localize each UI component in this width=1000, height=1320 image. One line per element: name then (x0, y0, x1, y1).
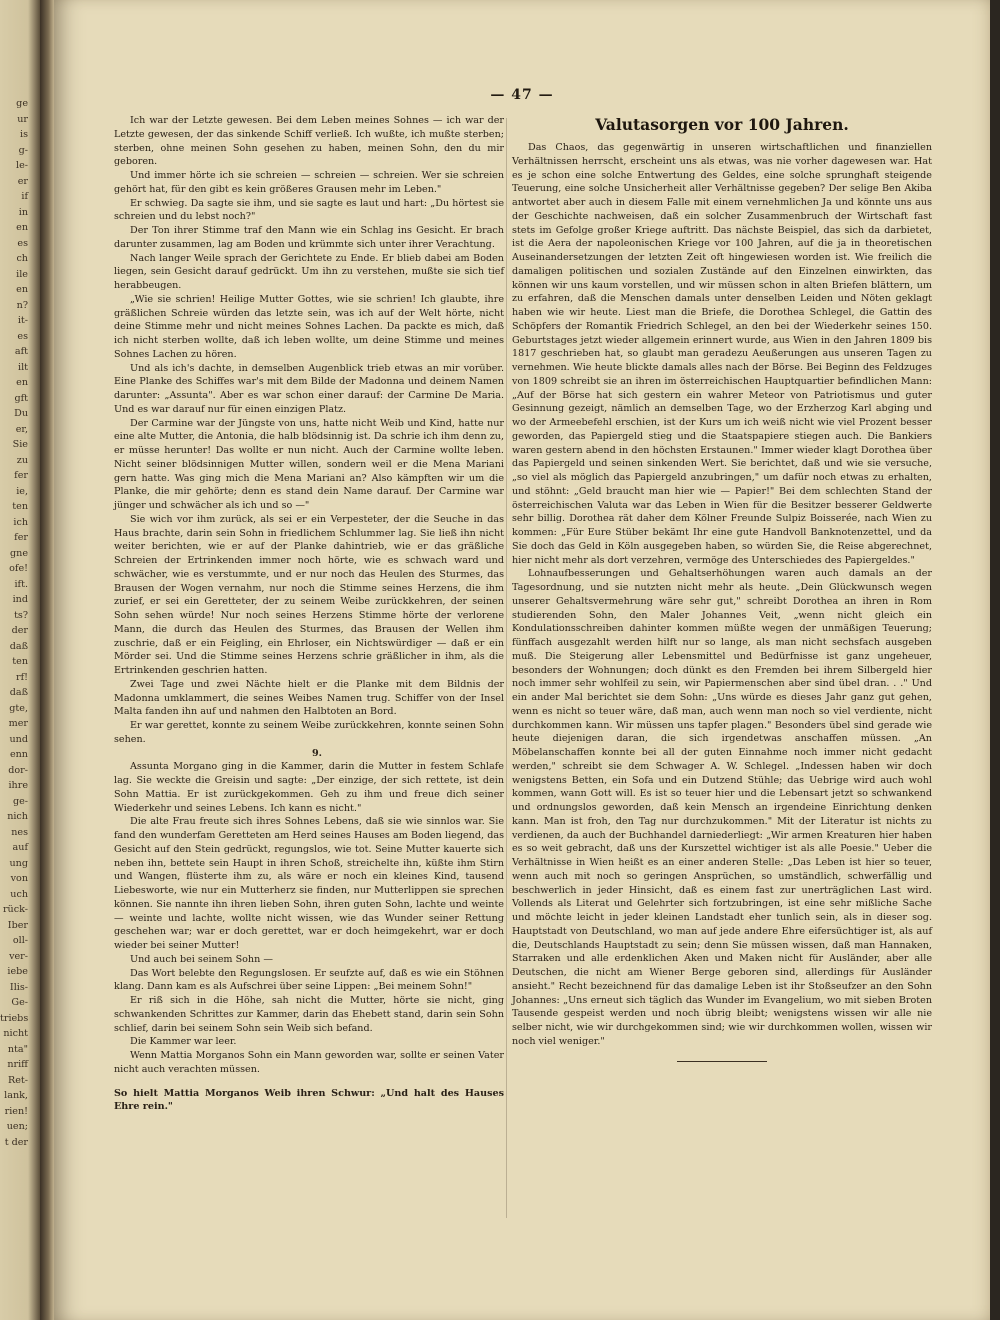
paragraph: „Wie sie schrien! Heilige Mutter Gottes, wie sie schrien! Ich glaubte, ihre gräßlichen Schreie würden das letzte sein, was ich auf der Welt hörte, nicht deine Stimme mehr und nicht meines Sohnes Lachen. Da packte es mich, daß ich nicht sterben wollte, daß ich leben wollte, um deine Stimme und meines Sohnes Lachen zu hören. (114, 293, 504, 360)
margin-fragment: ch (16, 253, 28, 264)
margin-fragment: der (11, 625, 28, 636)
paragraph: Die alte Frau freute sich ihres Sohnes Lebens, daß sie wie sinnlos war. Sie fand den wunderfam Geretteten am Herd seines Hauses am Boden liegend, das Gesicht auf den Stein gedrückt, regungslos, wie tot. Seine Mutter kauerte sich neben ihn, bettete sein Haupt in ihren Schoß, streichelte ihn, küßte ihm Stirn und Wangen, flüsterte ihm zu, als wäre er noch ein kleines Kind, tausend Liebesworte, wie nur ein Mutterherz sie finden, nur Mutterlippen sie sprechen können. Sie nannte ihn ihren lieben Sohn, ihren guten Sohn, lachte und weinte — weinte und lachte, wollte nicht wissen, wie das Wunder seiner Rettung geschehen war; war er doch gerettet, war er doch heimgekehrt, war er doch wieder bei seiner Mutter! (114, 816, 504, 951)
margin-fragment: ung (9, 857, 28, 869)
margin-fragment: nich (7, 811, 28, 822)
page-number: — 47 — (490, 87, 554, 103)
margin-fragment: er (17, 175, 28, 187)
paragraph: Er schwieg. Da sagte sie ihm, und sie sagte es laut und hart: „Du hörtest sie schreien und du lebst noch?" (114, 197, 504, 223)
margin-fragment: ofe! (9, 563, 28, 574)
margin-fragment: if (21, 191, 28, 202)
section-number: 9. (311, 747, 322, 759)
margin-fragment: ten (12, 501, 28, 512)
margin-fragment: es (17, 330, 28, 342)
paragraph: Nach langer Weile sprach der Gerichtete zu Ende. Er blieb dabei am Boden liegen, sein Gesicht darauf gedrückt. Um ihn zu verstehen, mußte sie sich tief herabbeugen. (114, 252, 504, 291)
margin-fragment: und (9, 733, 28, 745)
margin-fragment: nriff (7, 1059, 28, 1070)
margin-fragment: in (18, 206, 28, 218)
margin-fragment: en (16, 222, 28, 233)
margin-fragment: Du (14, 408, 28, 419)
paragraph: Der Ton ihrer Stimme traf den Mann wie ein Schlag ins Gesicht. Er brach darunter zusammen, lag am Boden und krümmte sich unter ihrer Verachtung. (114, 225, 504, 250)
paragraph: Ich war der Letzte gewesen. Bei dem Leben meines Sohnes — ich war der Letzte gewesen, der das sinkende Schiff verließ. Ich wußte, ich mußte sterben; sterben, ohne meinen Sohn gesehen zu haben, meinen Sohn, den du mir geboren. (114, 115, 504, 168)
margin-fragment: rien! (4, 1105, 28, 1117)
paragraph: Und als ich's dachte, in demselben Augenblick trieb etwas an mir vorüber. Eine Planke des Schiffes war's mit dem Bilde der Madonna und deinem Namen darunter: „Assunta". Aber es war schon einer darauf: der Carmine De Maria. Und es war darauf nur für einen einzigen Platz. (114, 362, 504, 415)
paragraph: Und immer hörte ich sie schreien — schreien — schreien. Wer sie schreien gehört hat, für den gibt es kein größeres Grausen mehr im Leben." (114, 170, 504, 195)
margin-fragment: lank, (4, 1090, 28, 1101)
column-divider (506, 118, 507, 1218)
margin-fragment: ind (12, 594, 28, 605)
margin-fragment: ift. (14, 578, 28, 590)
paragraph: Das Wort belebte den Regungslosen. Er seufzte auf, daß es wie ein Stöhnen klang. Dann kam es als Aufschrei über seine Lippen: „Bei meinem Sohn!" (114, 967, 504, 993)
margin-fragment: gne (10, 547, 28, 559)
margin-fragment: nicht (3, 1028, 28, 1039)
margin-fragment: ie, (16, 485, 28, 497)
margin-fragment: enn (9, 749, 28, 760)
end-rule (677, 1061, 767, 1062)
previous-page-edge (0, 0, 40, 1320)
margin-fragment: er, (15, 423, 28, 435)
margin-fragment: nes (11, 826, 28, 838)
margin-fragment: ts? (14, 609, 28, 621)
paragraph: Er riß sich in die Höhe, sah nicht die Mutter, hörte sie nicht, ging schwankenden Schrittes zur Kammer, darin das Ehebett stand, darin sein Sohn schlief, darin bei seinem Sohn sein Weib sich befand. (114, 995, 504, 1034)
margin-fragment: ge- (12, 795, 28, 807)
margin-fragment: fer (14, 470, 28, 481)
paragraph: Assunta Morgano ging in die Kammer, darin die Mutter in festem Schlafe lag. Sie weckte die Greisin und sagte: „Der einzige, der sich rettete, ist dein Sohn Mattia. Er ist zurückgekommen. Geh zu ihm und freue dich seiner Wiederkehr und seines Lebens. Ich kann es nicht." (114, 761, 504, 814)
margin-fragment: nta" (7, 1043, 28, 1055)
margin-fragment: is (20, 129, 28, 140)
article-headline: Valutasorgen vor 100 Jahren. (595, 115, 849, 134)
margin-fragment: fer (14, 532, 28, 543)
margin-fragment: daß (9, 640, 28, 652)
margin-fragment: dor- (8, 764, 28, 776)
margin-fragment: gte, (9, 702, 28, 714)
margin-fragment: en (16, 284, 28, 295)
margin-fragment: auf (12, 842, 28, 853)
margin-fragment: ur (17, 113, 28, 125)
margin-fragment: mer (8, 718, 28, 729)
margin-fragment: en (16, 377, 28, 388)
margin-fragment: oll- (12, 935, 28, 946)
page (54, 0, 990, 1320)
paragraph: Und auch bei seinem Sohn — (130, 953, 273, 965)
margin-fragment: gft (14, 392, 28, 404)
margin-fragment: ge (16, 98, 28, 109)
margin-fragment: triebs (0, 1012, 29, 1024)
paragraph: Zwei Tage und zwei Nächte hielt er die Planke mit dem Bildnis der Madonna umklammert, die seines Weibes Namen trug. Schiffer von der Insel Malta fanden ihn auf und nahmen den Halbtoten an Bord. (114, 678, 504, 718)
paragraph: Lohnaufbesserungen und Gehaltserhöhungen waren auch damals an der Tagesordnung, und sie nutzten nicht mehr als heute. „Dein Glückwunsch wegen unserer Gehaltsvermehrung wäre sehr gut," schreibt Dorothea an ihren in Rom studierenden Sohn, den Maler Johannes Veit, „wenn nicht gleich ein Kondulationsschreiben dahinter kommen müßte wegen der unmäßigen Teuerung; fünffach ausgezahlt werden hilft nur so lange, als man nicht sechsfach ausgeben muß. Die Steigerung aller Lebensmittel und Bedürfnisse ist ganz ungeheuer, besonders der Wohnungen; doch dünkt es den Fremden bei ihrem Silbergeld hier noch immer sehr wohlfeil zu sein, wir Papiermenschen aber sind übel dran. . ." Und ein ander Mal berichtet sie dem Sohn: „Uns würde es dieses Jahr ganz gut gehen, wenn es nicht so teuer wäre, daß man, auch wenn man noch so viel verdiente, nicht durchkommen kann. Wir müssen uns tapfer plagen." Besonders übel sind gerade wie heute diejenigen daran, die sich irgendetwas anschaffen müssen. „An Möbelanschaffen konnte bei all der guten Einnahme noch immer nicht gedacht werden," schreibt sie dem Schwager A. W. Schlegel. „Indessen haben wir doch wenigstens Betten, ein Sofa und ein Dutzend Stühle; das Uebrige wird auch wohl kommen, wann Gott will. Es ist so teuer hier und die Lebensart jetzt so schwankend und ordnungslos geworden, daß kein Mensch an irgendeine Einrichtung denken kann. Man ist froh, den Tag nur durchzukommen." Mit der Literatur ist nichts zu verdienen, da auch der Buchhandel darniederliegt: „Wir armen Kreaturen hier haben es so weit gebracht, daß uns der Kurszettel wichtiger ist als alle Poesie." Ueber die Verhältnisse in Wien heißt es an einer anderen Stelle: „Das Leben ist hier so teuer, wenn auch mit noch so geringen Ansprüchen, so umständlich, schwerfällig und beschwerlich in jeder Hinsicht, daß es einem fast zur unerträglichen Last wird. Vollends als Literat und Gelehrter sich fortzubringen, ist eine sehr mißliche Sache und möchte leicht in jeder kleinen Landstadt eher tunlich sein, als in dieser sog. Hauptstadt von Deutschland, wo man auf jede andere Ehre eifersüchtiger ist, als auf die, Deutschlands Hauptstadt zu sein; denn Sie müssen wissen, daß man Hannaken, Starraken und alle erdenklichen Aken und Maken nicht für Ausländer, aber alle Deutschen, die nicht am Wiener Berge geboren sind, allerdings für Ausländer ansieht." Recht bezeichnend für das damalige Leben ist ihr Stoßseufzer an den Sohn Johannes: „Uns erneut sich täglich das Wunder im Evangelium, wo mit sieben Broten Tausende gespeist werden und noch übrig bleibt; wenigstens wissen wir alle nie selber nicht, wie wir durchgekommen sind; wie wir durchkommen wollen, wissen wir noch viel weniger." (512, 568, 932, 1047)
paragraph: Sie wich vor ihm zurück, als sei er ein Verpesteter, der die Seuche in das Haus brachte, darin sein Sohn in friedlichem Schlummer lag. Sie ließ ihn nicht weiter berichten, wie er auf der Planke dahintrieb, wie er das gräßliche Schreien der Ertrinkenden immer noch hörte, wie es schwach ward und schwächer, wie es verstummte, und er nur noch das Heulen des Sturmes, das Brausen der Wogen vernahm, nur noch die Stimme seines Herzens, die ihm zurief, er sei ein Geretteter, der zu seinem Weibe zurückkehren, der seinen Sohn sehen würde! Nur noch seines Herzens Stimme hörte der verlorene Mann, die durch das Heulen des Sturmes, das Brausen der Wellen ihm zuschrie, daß er ein Feigling, ein Ehrloser, ein Nichtswürdiger — daß er ein Mörder sei. Und die Stimme seines Herzens schrie gräßlicher in ihm, als die Ertrinkenden geschrien hatten. (114, 513, 504, 676)
margin-fragment: ilt (18, 361, 28, 373)
margin-fragment: g- (18, 144, 28, 156)
margin-fragment: es (17, 237, 28, 249)
margin-fragment: ich (13, 516, 28, 528)
margin-fragment: von (10, 873, 28, 884)
left-column (114, 114, 504, 1114)
margin-fragment: iebe (7, 966, 28, 977)
right-column (512, 114, 932, 1062)
closing-line: So hielt Mattia Morganos Weib ihren Schwur: „Und halt des Hauses Ehre rein." (114, 1087, 504, 1113)
margin-fragment: rück- (2, 904, 28, 915)
paragraph: Das Chaos, das gegenwärtig in unseren wirtschaftlichen und finanziellen Verhältnissen herrscht, erscheint uns als etwas, was nie vorher dagewesen war. Hat es je schon eine solche Entwertung des Geldes, eine solche sprunghaft steigende Teuerung, eine solche Unsicherheit aller Verhältnisse gegeben? Der selige Ben Akiba antwortet aber auch in diesem Falle mit einem vernehmlichen Ja und könnte uns aus der Geschichte nachweisen, daß ein solcher Zusammenbruch der Wirtschaft fast stets im Gefolge großer Kriege auftritt. Das nächste Beispiel, das sich da darbietet, ist die Aera der napoleonischen Kriege vor 100 Jahren, auf die ja in theoretischen Auseinandersetzungen der letzten Zeit oft hingewiesen worden ist. Wie freilich die damaligen politischen und sozialen Zustände auf den Einzelnen einwirkten, das können wir uns kaum vorstellen, und wir müssen schon in alten Briefen blättern, um zu erfahren, daß die Menschen damals unter denselben Leiden und Nöten geklagt haben wie wir heute. Liest man die Briefe, die Dorothea Schlegel, die Gattin des Schöpfers der Romantik Friedrich Schlegel, an den bei der Wiederkehr seines 150. Geburtstages jetzt wieder allgemein erinnert wurde, aus Wien in den Jahren 1809 bis 1817 geschrieben hat, so glaubt man geradezu Aeußerungen aus unseren Tagen zu vernehmen. Wie heute blickte damals alles nach der Börse. Bei Beginn des Feldzuges von 1809 schreibt sie an ihren im österreichischen Hauptquartier befindlichen Mann: „Auf der Börse hat sich gestern ein wahrer Meteor von Patriotismus und guter Gesinnung gezeigt, nämlich an demselben Tage, wo der Erzherzog Karl abging und wo der Armeebefehl erschien, ist der Kurs um ich weiß nicht wie viel Prozent besser geworden, das Papiergeld stieg und die Staatspapiere stiegen auch. Die Bankiers waren gestern abend in den höchsten Erstaunen." Immer wieder klagt Dorothea über das Papiergeld und seinen sinkenden Wert. Sie berichtet, daß und wie sie versuche, „so viel als möglich das Papiergeld anzubringen," um dafür noch etwas zu erhalten, und stöhnt: „Geld braucht man hier wie — Papier!" Bei dem schlechten Stand der österreichischen Valuta war das Leben in Wien für die Besitzer besserer Geldwerte sehr billig. Dorothea rät daher dem Kölner Freunde Sulpiz Boisserée, nach Wien zu kommen: „Für Eure Stüber bekämt Ihr eine gute Handvoll Banknotenzettel, und da Sie doch das Geld in Köln ausgegeben haben, so würden Sie, die Reise abgerechnet, hier nicht mehr als dort verzehren, vermöge des Unterschiedes des Papiergeldes." (512, 142, 932, 566)
margin-fragment: aft (14, 346, 28, 357)
margin-fragment: uch (10, 888, 28, 900)
book-gutter (40, 0, 54, 1320)
margin-fragment: ver- (9, 950, 28, 962)
paragraph: Der Carmine war der Jüngste von uns, hatte nicht Weib und Kind, hatte nur eine alte Mutter, die Antonia, die halb blödsinnig ist. Da schrie ich ihm denn zu, er müsse herunter! Das wollte er nun nicht. Auch der Carmine wollte leben. Nicht seiner blödsinnigen Mutter willen, sondern weil er die Mena Mariani gern hatte. Was ging mich die Mena Mariani an? Also kämpften wir um die Planke, die mir gehörte; denn es stand dein Name darauf. Der Carmine war jünger und schwächer als ich und so —" (114, 417, 504, 511)
margin-fragment: Iber (7, 919, 28, 931)
margin-fragment: Sie (12, 439, 28, 450)
margin-fragment: zu (16, 454, 28, 466)
margin-fragment: n? (16, 299, 28, 311)
margin-fragment: t der (4, 1136, 28, 1148)
margin-fragment: le- (16, 160, 28, 171)
margin-fragment: ten (12, 656, 28, 667)
margin-fragment: it- (17, 315, 28, 326)
paragraph: Wenn Mattia Morganos Sohn ein Mann geworden war, sollte er seinen Vater nicht auch verachten müssen. (114, 1050, 504, 1075)
margin-fragment: rf! (16, 671, 28, 683)
margin-fragment: ihre (8, 780, 28, 791)
margin-fragment: ile (16, 268, 28, 280)
margin-fragment: Ilis- (9, 981, 28, 993)
margin-fragment: daß (9, 687, 28, 698)
paragraph: Er war gerettet, konnte zu seinem Weibe zurückkehren, konnte seinen Sohn sehen. (114, 720, 504, 745)
margin-fragment: Ge- (11, 997, 28, 1008)
paragraph: Die Kammer war leer. (130, 1036, 237, 1048)
margin-fragment: uen; (6, 1121, 28, 1132)
margin-fragment: Ret- (8, 1074, 28, 1086)
